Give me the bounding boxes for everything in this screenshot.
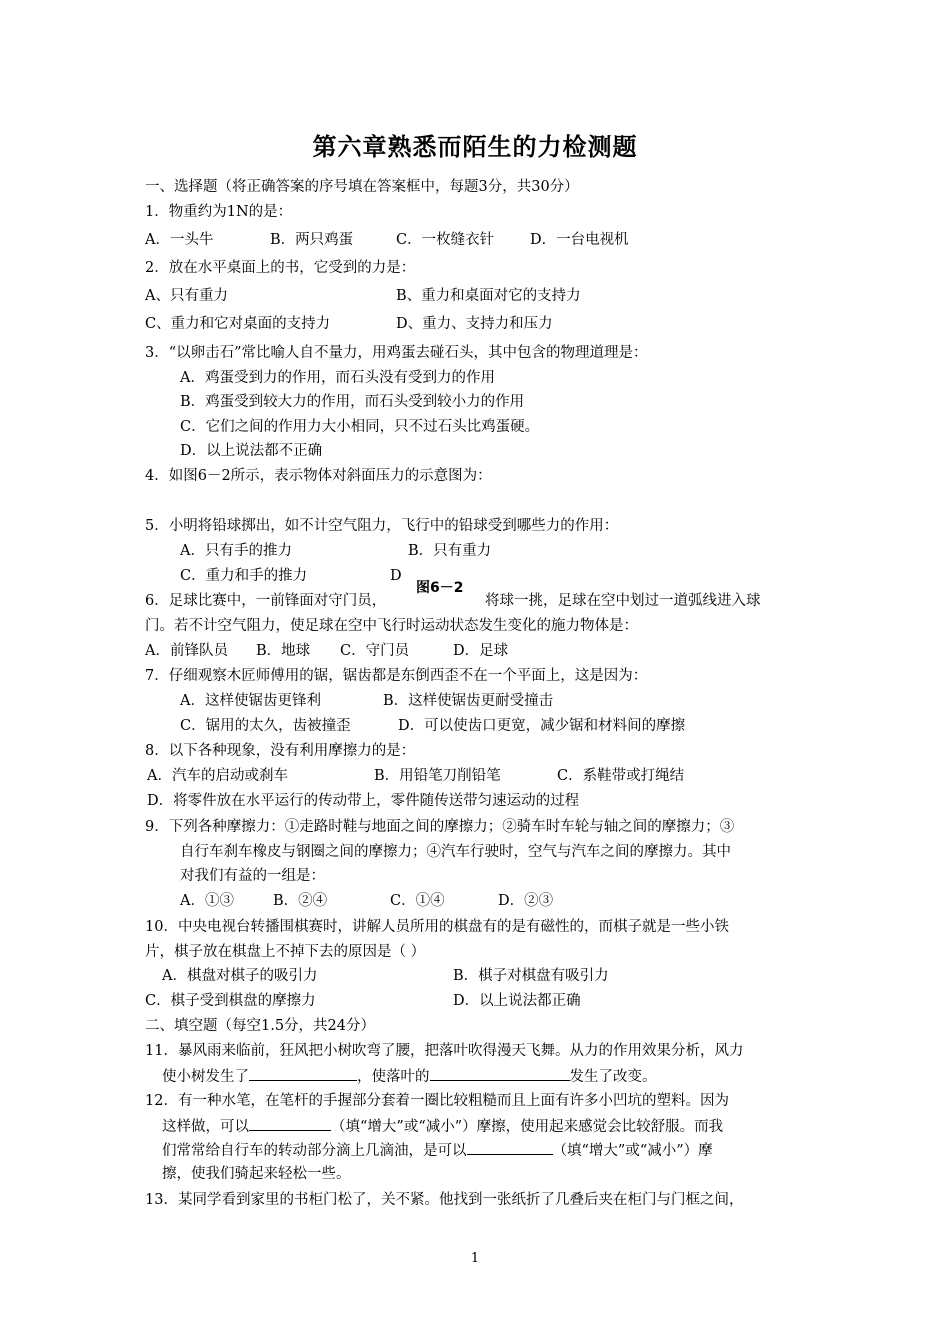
text-line: A．①③ (180, 893, 234, 909)
text-line: C．系鞋带或打绳结 (557, 768, 685, 784)
q11-text1: 使小树发生了 (162, 1069, 249, 1085)
text-line: B．两只鸡蛋 (270, 232, 354, 248)
text-line: A．只有手的推力 (180, 543, 292, 559)
q11-text3: 发生了改变。 (569, 1069, 657, 1085)
q12-line1: 12．有一种水笔，在笔杆的手握部分套着一圈比较粗糙而且上面有许多小凹坑的塑料。因为 (145, 1093, 729, 1109)
text-line: B．只有重力 (408, 543, 492, 559)
text-line: C．①④ (390, 893, 445, 909)
q11-blank-1[interactable] (249, 1064, 357, 1081)
text-line: B．鸡蛋受到较大力的作用，而石头受到较小力的作用 (180, 394, 525, 410)
text-line: A、只有重力 (145, 288, 228, 304)
text-line: 门。若不计空气阻力，使足球在空中飞行时运动状态发生变化的施力物体是： (145, 618, 638, 634)
text-line: 5．小明将铅球掷出，如不计空气阻力，飞行中的铅球受到哪些力的作用： (145, 518, 619, 534)
text-line: 7．仔细观察木匠师傅用的锯，锯齿都是东倒西歪不在一个平面上，这是因为： (145, 668, 648, 684)
text-line: 二、填空题（每空1.5分，共24分） (145, 1018, 376, 1034)
text-line: 片，棋子放在棋盘上不掉下去的原因是（ ） (145, 944, 426, 960)
text-line: 3．“以卵击石”常比喻人自不量力，用鸡蛋去碰石头，其中包含的物理道理是： (145, 345, 648, 361)
text-line: A．鸡蛋受到力的作用，而石头没有受到力的作用 (180, 370, 495, 386)
text-line: D．一台电视机 (530, 232, 629, 248)
text-line: C．它们之间的作用力大小相同，只不过石头比鸡蛋硬。 (180, 419, 540, 435)
q11-text2: ，使落叶的 (357, 1069, 430, 1085)
text-line: C．守门员 (340, 643, 410, 659)
text-line: 10．中央电视台转播围棋赛时，讲解人员所用的棋盘有的是有磁性的，而棋子就是一些小铁 (145, 919, 729, 935)
text-line: D．以上说法都不正确 (180, 443, 323, 459)
text-line: A．前锋队员 (145, 643, 228, 659)
text-line: B．②④ (273, 893, 328, 909)
q12-text1: 这样做，可以 (162, 1119, 249, 1135)
page-title: 第六章熟悉而陌生的力检测题 (312, 133, 638, 161)
q12-text3: 们常常给自行车的转动部分滴上几滴油，是可以 (162, 1143, 467, 1159)
text-line: 对我们有益的一组是： (180, 868, 325, 884)
text-line: B．棋子对棋盘有吸引力 (453, 968, 609, 984)
q11-line2 (162, 1064, 657, 1090)
text-line: B、重力和桌面对它的支持力 (396, 288, 581, 304)
text-line: A．棋盘对棋子的吸引力 (162, 968, 318, 984)
text-line: 1．物重约为1N的是： (145, 204, 293, 220)
text-line: 6．足球比赛中，一前锋面对守门员， (145, 593, 387, 609)
q12-text2: （填“增大”或“减小”）摩擦，使用起来感觉会比较舒服。而我 (331, 1119, 724, 1135)
q12-text4: （填“增大”或“减小”）摩 (552, 1143, 713, 1159)
text-line: A．汽车的启动或刹车 (147, 768, 288, 784)
page-number: 1 (470, 1251, 480, 1266)
figure-label: 图6－2 (414, 576, 465, 601)
text-line: D、重力、支持力和压力 (396, 316, 553, 332)
text-line: C．重力和手的推力 (180, 568, 308, 584)
text-line: 一、选择题（将正确答案的序号填在答案框中，每题3分，共30分） (145, 179, 579, 195)
text-line: C．棋子受到棋盘的摩擦力 (145, 993, 316, 1009)
text-line: D．足球 (453, 643, 509, 659)
text-line: B．用铅笔刀削铅笔 (374, 768, 501, 784)
text-line: 将球一挑，足球在空中划过一道弧线进入球 (485, 593, 761, 609)
text-line: A．这样使锯齿更锋利 (180, 693, 321, 709)
text-line: D．可以使齿口更宽，减少锯和材料间的摩擦 (398, 718, 686, 734)
q12-line2 (162, 1114, 723, 1140)
text-line: B．地球 (256, 643, 311, 659)
text-line: D (390, 568, 402, 584)
text-line: D．以上说法都正确 (453, 993, 581, 1009)
text-line: 自行车刹车橡皮与钢圈之间的摩擦力；④汽车行驶时，空气与汽车之间的摩擦力。其中 (180, 844, 731, 860)
q11-line1: 11．暴风雨来临前，狂风把小树吹弯了腰，把落叶吹得漫天飞舞。从力的作用效果分析，风力 (145, 1043, 744, 1059)
q12-blank-1[interactable] (249, 1114, 331, 1131)
text-line: 8．以下各种现象，没有利用摩擦力的是： (145, 743, 416, 759)
q11-blank-2[interactable] (430, 1064, 570, 1081)
q12-blank-2[interactable] (467, 1138, 553, 1155)
text-line: 4．如图6－2所示，表示物体对斜面压力的示意图为： (145, 468, 492, 484)
text-line: C．一枚缝衣针 (396, 232, 495, 248)
text-line: A．一头牛 (145, 232, 214, 248)
text-line: D．②③ (498, 893, 554, 909)
text-line: D．将零件放在水平运行的传动带上，零件随传送带匀速运动的过程 (147, 793, 580, 809)
text-line: C．锯用的太久，齿被撞歪 (180, 718, 351, 734)
text-line: C、重力和它对桌面的支持力 (145, 316, 331, 332)
q12-line4: 擦，使我们骑起来轻松一些。 (162, 1166, 351, 1182)
q12-line3 (162, 1138, 713, 1164)
text-line: 2．放在水平桌面上的书，它受到的力是： (145, 260, 416, 276)
text-line: B．这样使锯齿更耐受撞击 (383, 693, 554, 709)
q13-line1: 13．某同学看到家里的书柜门松了，关不紧。他找到一张纸折了几叠后夹在柜门与门框之间， (145, 1192, 744, 1208)
text-line: 9．下列各种摩擦力：①走路时鞋与地面之间的摩擦力；②骑车时车轮与轴之间的摩擦力；③ (145, 819, 735, 835)
